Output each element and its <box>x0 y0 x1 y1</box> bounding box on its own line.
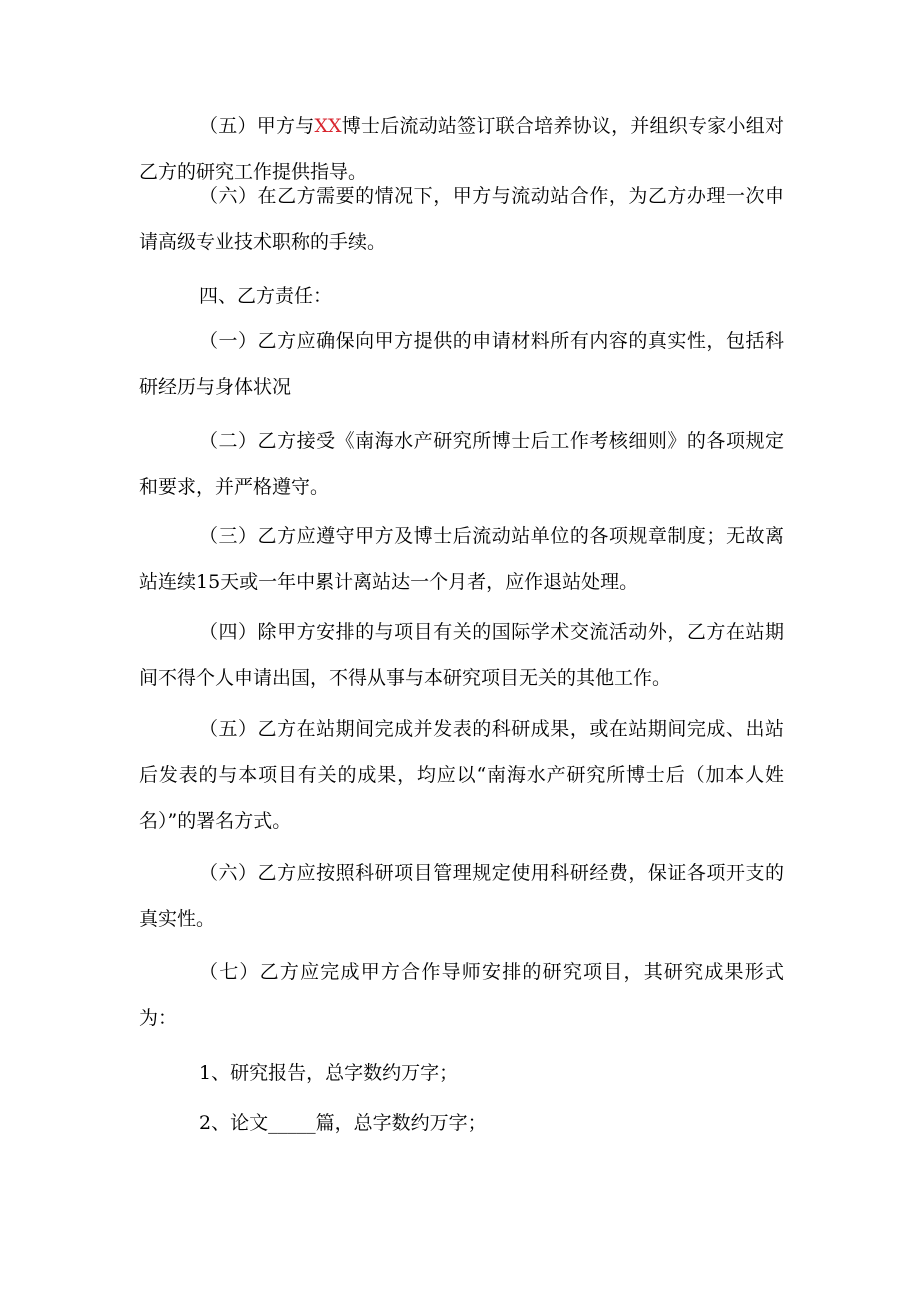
paragraph-research-results: （五）乙方在站期间完成并发表的科研成果，或在站期间完成、出站后发表的与本项目有关的成果，均应以“南海水产研究所博士后（加本人姓名）”的署名方式。 <box>139 718 784 832</box>
paragraph-funding-use: （六）乙方应按照科研项目管理规定使用科研经费，保证各项开支的真实性。 <box>139 862 784 930</box>
section-heading-party-b: 四、乙方责任： <box>199 285 333 307</box>
paragraph-title-application: （六）在乙方需要的情况下，甲方与流动站合作，为乙方办理一次申请高级专业技术职称的手续。 <box>139 185 784 253</box>
placeholder-xx-highlight: XX <box>314 115 342 137</box>
paragraph-abroad-restriction: （四）除甲方安排的与项目有关的国际学术交流活动外，乙方在站期间不得个人申请出国，不得从事与本研究项目无关的其他工作。 <box>139 621 784 689</box>
list-item-research-report: 1、研究报告，总字数约万字； <box>199 1062 459 1084</box>
paragraph-regulations: （三）乙方应遵守甲方及博士后流动站单位的各项规章制度；无故离站连续15天或一年中累计离站达一个月者，应作退站处理。 <box>139 525 784 593</box>
paragraph-research-project: （七）乙方应完成甲方合作导师安排的研究项目，其研究成果形式为： <box>139 961 784 1029</box>
paragraph-joint-training-suffix: 博士后流动站签订联合培养协议，并组织专家小组对乙方的研究工作提供指导。 <box>139 115 784 183</box>
paragraph-truthfulness: （一）乙方应确保向甲方提供的申请材料所有内容的真实性，包括科研经历与身体状况 <box>139 330 784 398</box>
list-item-papers: 2、论文_____篇，总字数约万字； <box>199 1112 487 1134</box>
paragraph-assessment-rules: （二）乙方接受《南海水产研究所博士后工作考核细则》的各项规定和要求，并严格遵守。 <box>139 430 784 498</box>
paragraph-joint-training-prefix: （五）甲方与 <box>199 115 315 137</box>
